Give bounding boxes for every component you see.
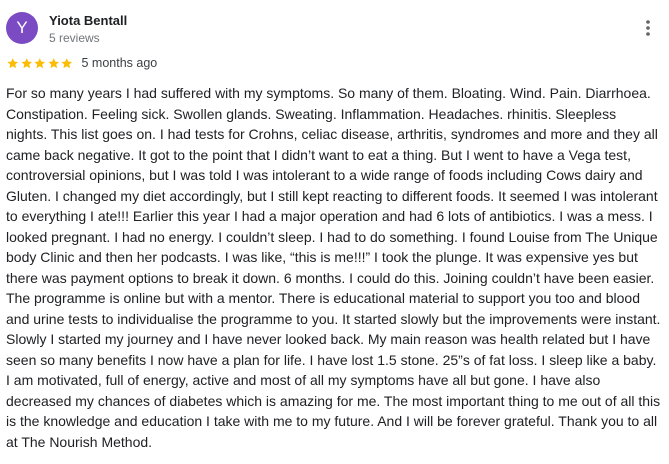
rating-row	[6, 55, 157, 71]
star-icon	[47, 57, 61, 70]
more-options-button[interactable]	[636, 14, 660, 42]
review-date: 5 months ago	[81, 56, 158, 70]
avatar[interactable]	[6, 12, 38, 44]
star-icon	[20, 57, 34, 70]
star-icon	[6, 57, 20, 70]
more-vertical-icon	[646, 20, 650, 36]
review-text: For so many years I had suffered with my symptoms. So many of them. Bloating. Wind. Pain. Diarrhoea. Constipation. Feeling sick. Swollen glands. Sweating. Inflammation. Headaches. rhinitis. Sleepless nights. This list goes on. I had tests for Crohns, celiac disease, arthritis, syndromes and more and they all came back negative. It got to the point that I didn’t want to eat a thing. But I went to have a Vega test, controversial opinions, but I was told I was intolerant to a wide range of foods including Cows dairy and Gluten. I changed my diet accordingly, but I still kept reacting to different foods. It seemed I was intolerant to everything I ate!!! Earlier this year I had a major operation and had 6 lots of antibiotics. I was a mess. I looked pregnant. I had no energy. I couldn’t sleep. I had to do something. I found Louise from The Unique body Clinic and then her podcasts. I was like, “this is me!!!” I took the plunge. It was expensive yes but there was payment options to break it down. 6 months. I could do this. Joining couldn’t have been easier. The programme is online but with a mentor. There is educational material to support you too and blood and urine tests to individualise the programme to you. It started slowly but the improvements were instant. Slowly I started my journey and I have never looked back. My main reason was health related but I have seen so many benefits I now have a plan for life. I have lost 1.5 stone. 25”s of fat loss. I sleep like a baby. I am motivated, full of energy, active and most of all my symptoms have all but gone. I have also decreased my chances of diabetes which is amazing for me. The most important thing to me out of all this is the knowledge and education I take with me to my future. And I will be forever grateful. Thank you to all at The Nourish Method.	[6, 85, 661, 450]
star-icon	[33, 57, 47, 70]
avatar-letter: Y	[16, 18, 28, 37]
star-rating	[6, 57, 74, 70]
star-icon	[60, 57, 74, 70]
review-count: 5 reviews	[49, 31, 100, 45]
reviewer-name[interactable]: Yiota Bentall	[49, 13, 128, 28]
